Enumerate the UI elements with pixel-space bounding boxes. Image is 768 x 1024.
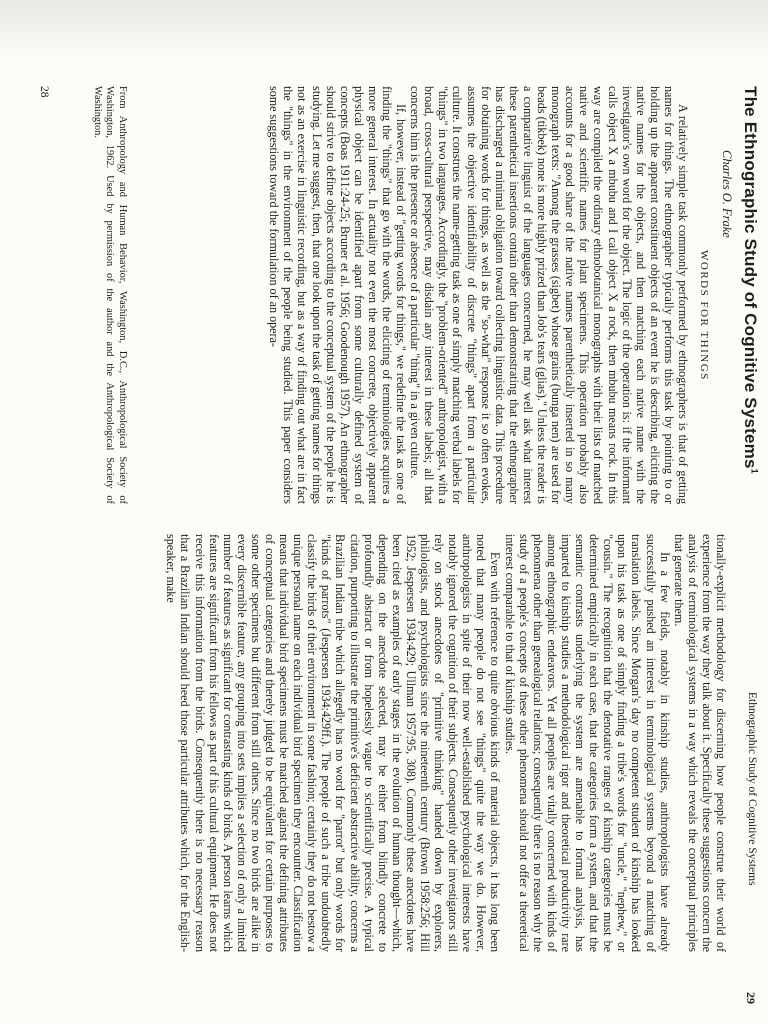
title-footnote-mark: 1 [749, 468, 760, 474]
page-number-left: 28 [38, 86, 50, 98]
article-title [740, 86, 760, 686]
left-paragraph-2: If, however, instead of "getting words for things," we redefine the task as one of finding the "things" that go with the words, the eliciting of terminologies acquires a more general interest. In actuality not even the most concrete, objectively apparent physical object can be identified apart from some culturally defined system of concepts (Boas 1911:24-25; Bruner et al. 1956; Goodenough 1957). An ethnographer should strive to define objects according to the conceptual system of the people he is studying. Let me suggest, then, that one look upon the task of getting names for things not as an exercise in linguistic recording, but as a way of finding out what are in fact the "things" in the environment of the people being studied. This paper considers some suggestions toward the formulation of an opera- [267, 86, 409, 504]
left-paragraph-1: A relatively simple task commonly performed by ethnographers is that of getting names for things. The ethnographer typically performs this task by pointing to or holding up the apparent constituent objects of an event he is describing, eliciting the native names for the objects, and then matching each native name with the investigator's own word for the object. The logic of the operation is: if the informant calls object X a mbubu and I call object X a rock, then mbubu means rock. In this way are compiled the ordinary ethnobotanical monographs with their lists of matched native and scientific names for plant specimens. This operation probably also accounts for a good share of the native names parenthetically inserted in so many monograph texts: "Among the grasses (sigbet) whose grains (bunga nen) are used for beads (tikbek) none is more highly prized than Job's tears (glias)." Unless the reader is a comparative linguist of the languages concerned, he may well ask what interest these parenthetical insertions contain other than demonstrating that the ethnographer has discharged a minimal obligation toward collecting linguistic data. This procedure for obtaining words for things, as well as the "so-what" response it so often evokes, assumes the objective identifiability of discrete "things" apart from a particular culture. It construes the name-getting task as one of simply matching verbal labels for "things" in two languages. Accordingly, the "problem-oriented" anthropologist, with a broad, cross-cultural perspective, may disdain any interest in these labels; all that concerns him is the presence or absence of a particular "thing" in a given culture. [408, 86, 690, 504]
article-title-text: The Ethnographic Study of Cognitive Systems [741, 86, 760, 469]
right-paragraph-1: tionally-explicit methodology for discerning how people construe their world of experience from the way they talk about it. Specifically these suggestions concern the analysis of terminological systems in a way which reveals the conceptual principles that generate them. [671, 534, 728, 952]
page-number-right: 29 [744, 992, 758, 1004]
right-text-column [164, 534, 728, 952]
book-gutter-shadow [0, 0, 768, 60]
section-heading: WORDS FOR THINGS [698, 250, 710, 381]
footnote: From Anthropology and Human Behavior, Washington, D.C., Anthropological Society of Washington, 1962. Used by permission of the author and the Anthropological Society of Washington. [92, 86, 128, 504]
running-head: Ethnographic Study of Cognitive Systems [746, 692, 758, 886]
left-text-column [267, 86, 690, 504]
right-paragraph-3: Even with reference to quite obvious kinds of material objects, it has long been noted that many people do not see "things" quite the way we do. However, anthropologists in spite of their now well-established psychological interests have notably ignored the cognition of their subjects. Consequently other investigators still rely on stock anecdotes of "primitive thinking" handed down by explorers, philologists, and psychologists since the nineteenth century (Brown 1958:256; Hill 1952; Jespersen 1934:429; Ullman 1957:95, 308). Commonly these anecdotes have been cited as examples of early stages in the evolution of human thought—which, depending on the anecdote selected, may be either from blindly concrete to profoundly abstract or from hopelessly vague to scientifically precise. A typical citation, purporting to illustrate the primitive's deficient abstractive ability, concerns a Brazilian Indian tribe which allegedly has no word for "parrot" but only words for "kinds of parrots" (Jespersen 1934:429ff.). The people of such a tribe undoubtedly classify the birds of their environment in some fashion; certainly they do not bestow a unique personal name on each individual bird specimen they encounter. Classification means that individual bird specimens must be matched against the defining attributes of conceptual categories and thereby judged to be equivalent for certain purposes to some other specimens but different from still others. Since no two birds are alike in every discernible feature, any grouping into sets implies a selection of only a limited number of features as significant for contrasting kinds of birds. A person learns which features are significant from his fellows as part of his cultural equipment. He does not receive this information from the birds. Consequently there is no necessary reason that a Brazilian Indian should heed those particular attributes which, for the English-speaker, make [164, 534, 503, 952]
right-paragraph-2: In a few fields, notably in kinship studies, anthropologists have already successfully pushed an interest in terminological systems beyond a matching of translation labels. Since Morgan's day no competent student of kinship has looked upon his task as one of simply finding a tribe's words for "uncle," "nephew," or "cousin." The recognition that the denotative ranges of kinship categories must be determined empirically in each case, that the categories form a system, and that the semantic contrasts underlying the system are amenable to formal analysis, has imparted to kinship studies a methodological rigor and theoretical productivity rare among ethnographic endeavors. Yet all peoples are vitally concerned with kinds of phenomena other than genealogical relations; consequently there is no reason why the study of a people's concepts of these other phenomena should not offer a theoretical interest comparable to that of kinship studies. [502, 534, 672, 952]
author-name: Charles O. Frake [720, 150, 734, 238]
